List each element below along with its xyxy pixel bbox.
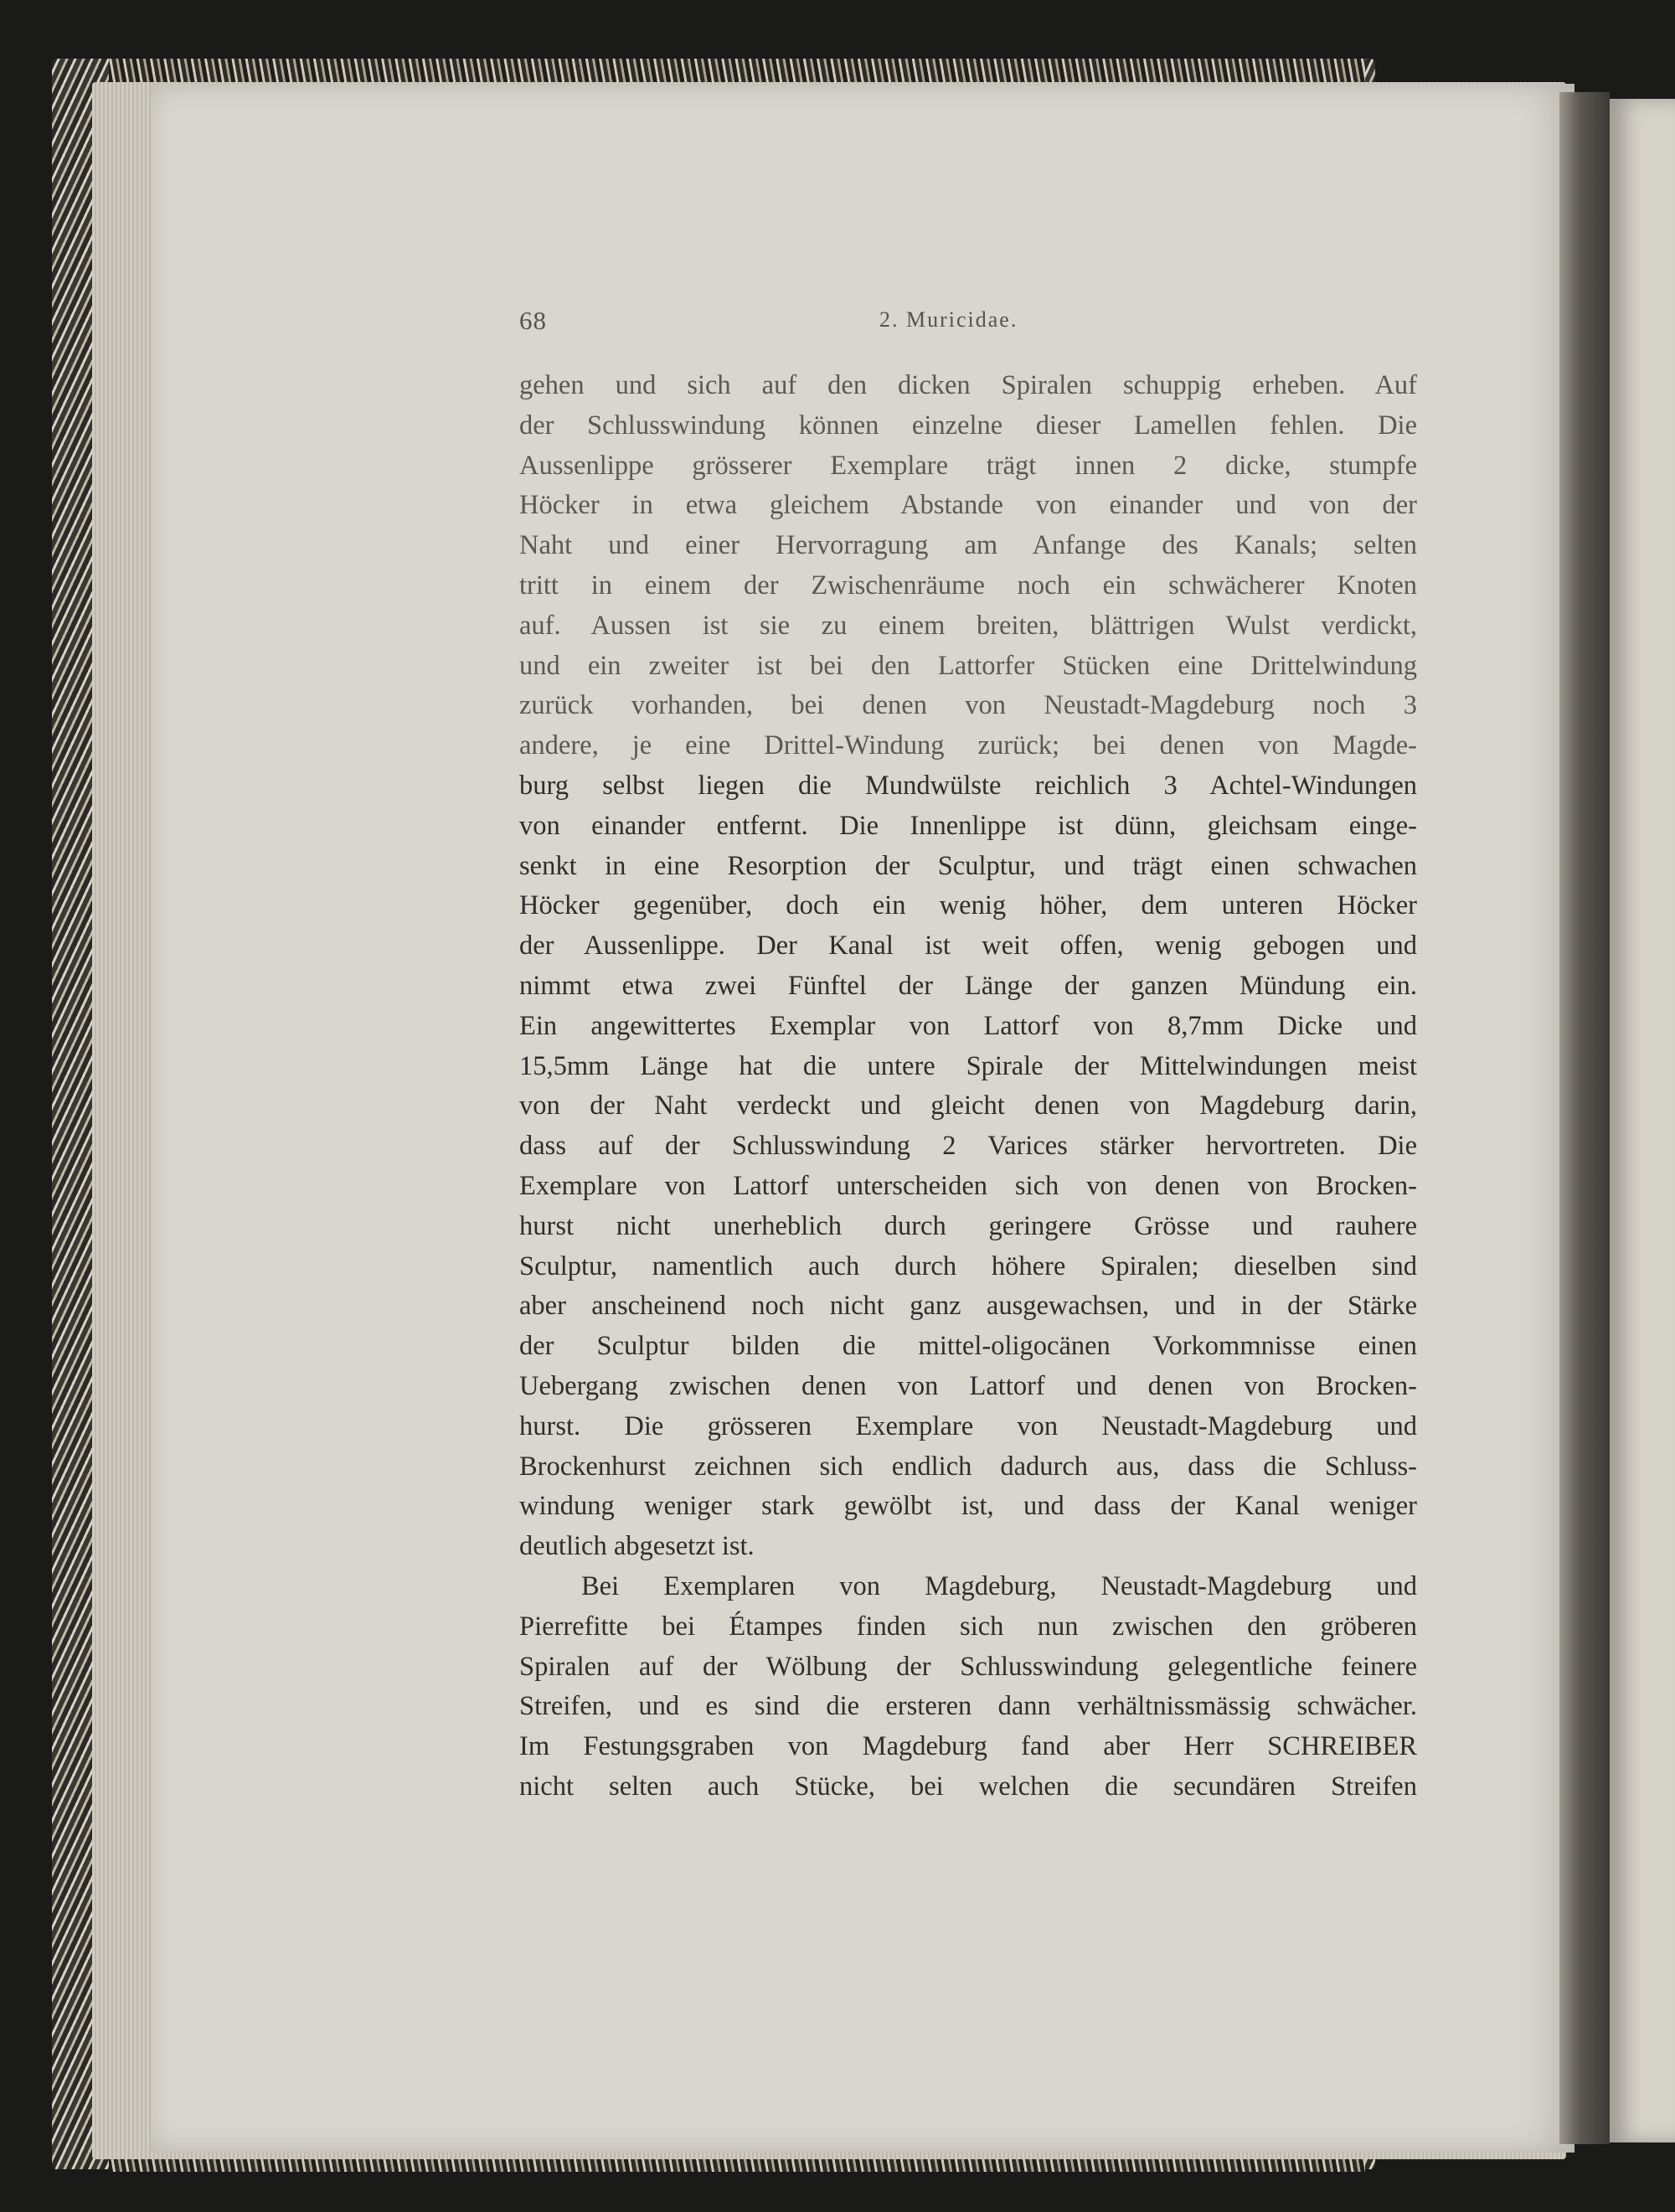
text-line: aber anscheinend noch nicht ganz ausgewachsen, und in der Stärke [519,1291,1417,1322]
text-line: von einander entfernt. Die Innenlippe ist dünn, gleichsam einge- [519,810,1417,841]
text-line: zurück vorhanden, bei denen von Neustadt-Magdeburg noch 3 [519,690,1417,721]
text-line: Uebergang zwischen denen von Lattorf und denen von Brocken- [519,1370,1417,1401]
body-text [519,366,1417,1807]
text-line: Naht und einer Hervorragung am Anfange des Kanals; selten [519,530,1417,561]
text-line: Bei Exemplaren von Magdeburg, Neustadt-Magdeburg und [581,1570,1417,1601]
text-line: der Sculptur bilden die mittel-oligocänen Vorkommnisse einen [519,1331,1417,1362]
text-line: 15,5mm Länge hat die untere Spirale der Mittelwindungen meist [519,1050,1417,1081]
text-line: Exemplare von Lattorf unterscheiden sich von denen von Brocken- [519,1170,1417,1201]
text-line: tritt in einem der Zwischenräume noch ein schwächerer Knoten [519,570,1417,601]
text-line: hurst. Die grösseren Exemplare von Neustadt-Magdeburg und [519,1410,1417,1441]
text-line: Sculptur, namentlich auch durch höhere Spiralen; dieselben sind [519,1250,1417,1281]
text-line: gehen und sich auf den dicken Spiralen schuppig erheben. Auf [519,370,1417,400]
section-title: 2. Muricidae. [879,307,1018,332]
text-line: Ein angewittertes Exemplar von Lattorf von 8,7mm Dicke und [519,1010,1417,1041]
text-line: Höcker in etwa gleichem Abstande von einander und von der [519,490,1417,521]
text-line: burg selbst liegen die Mundwülste reichlich 3 Achtel-Windungen [519,770,1417,801]
text-line: der Schlusswindung können einzelne dieser Lamellen fehlen. Die [519,410,1417,441]
facing-page [1610,99,1675,2142]
text-line: von der Naht verdeckt und gleicht denen von Magdeburg darin, [519,1091,1417,1121]
text-line: auf. Aussen ist sie zu einem breiten, blättrigen Wulst verdickt, [519,610,1417,641]
book-cover-edge-top [109,59,1365,82]
text-line: Pierrefitte bei Étampes finden sich nun zwischen den gröberen [519,1611,1417,1642]
text-line: Spiralen auf der Wölbung der Schlusswindung gelegentliche feinere [519,1651,1417,1682]
text-line: und ein zweiter ist bei den Lattorfer Stücken eine Drittelwindung [519,650,1417,681]
book-gutter [1559,92,1610,2144]
page-number: 68 [519,306,547,335]
text-line: dass auf der Schlusswindung 2 Varices stärker hervortreten. Die [519,1131,1417,1162]
text-line: nimmt etwa zwei Fünftel der Länge der ganzen Mündung ein. [519,970,1417,1001]
text-line: nicht selten auch Stücke, bei welchen die secundären Streifen [519,1771,1417,1802]
text-line: deutlich abgesetzt ist. [519,1531,755,1562]
text-line: windung weniger stark gewölbt ist, und dass der Kanal weniger [519,1491,1417,1522]
text-line: Streifen, und es sind die ersteren dann verhältnissmässig schwächer. [519,1691,1417,1722]
running-head [519,306,1407,339]
text-line: Im Festungsgraben von Magdeburg fand aber Herr SCHREIBER [519,1731,1417,1762]
text-line: andere, je eine Drittel-Windung zurück; bei denen von Magde- [519,730,1417,761]
text-line: Brockenhurst zeichnen sich endlich dadurch aus, dass die Schluss- [519,1451,1417,1482]
text-line: Aussenlippe grösserer Exemplare trägt innen 2 dicke, stumpfe [519,450,1417,481]
text-line: hurst nicht unerheblich durch geringere Grösse und rauhere [519,1210,1417,1241]
text-line: senkt in eine Resorption der Sculptur, und trägt einen schwachen [519,850,1417,881]
text-line: Höcker gegenüber, doch ein wenig höher, dem unteren Höcker [519,890,1417,921]
text-line: der Aussenlippe. Der Kanal ist weit offen, wenig gebogen und [519,931,1417,962]
